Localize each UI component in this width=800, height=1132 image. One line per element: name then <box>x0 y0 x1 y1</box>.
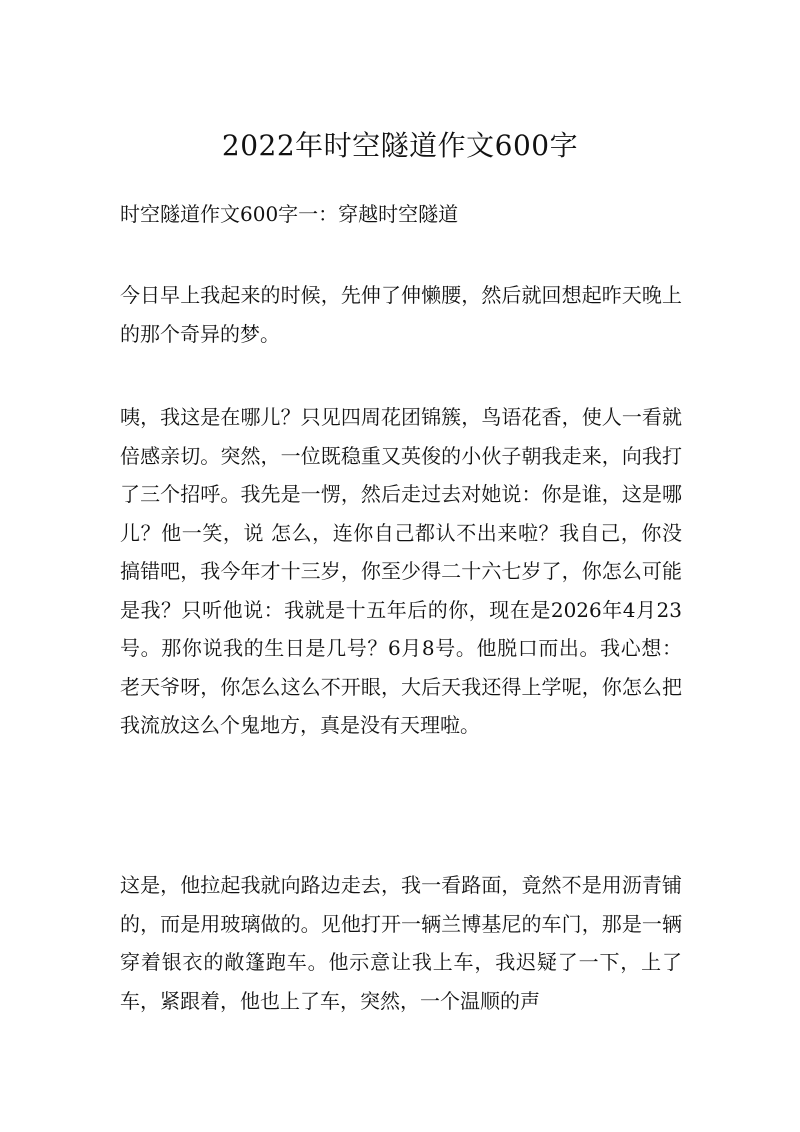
paragraph: 咦，我这是在哪儿？只见四周花团锦簇，鸟语花香，使人一看就倍感亲切。突然，一位既稳重又英俊的小伙子朝我走来，向我打了三个招呼。我先是一愣，然后走过去对她说：你是谁，这是哪儿？他一笑，说 怎么，连你自己都认不出来啦？我自己，你没搞错吧，我今年才十三岁，你至少得二十六七岁了，你怎么可能是我？只听他说：我就是十五年后的你，现在是2026年4月23号。那你说我的生日是几号？6月8号。他脱口而出。我心想：老天爷呀，你怎么这么不开眼，大后天我还得上学呢，你怎么把我流放这么个鬼地方，真是没有天理啦。 <box>120 405 682 737</box>
paragraph: 这是，他拉起我就向路边走去，我一看路面，竟然不是用沥青铺的，而是用玻璃做的。见他打开一辆兰博基尼的车门，那是一辆穿着银衣的敞篷跑车。他示意让我上车，我迟疑了一下，上了车，紧跟着，他也上了车，突然，一个温顺的声 <box>120 873 682 1013</box>
section-subtitle: 时空隧道作文600字一：穿越时空隧道 <box>120 202 459 226</box>
paragraph: 今日早上我起来的时候，先伸了伸懒腰，然后就回想起昨天晚上的那个奇异的梦。 <box>120 283 682 346</box>
page-title: 2022年时空隧道作文600字 <box>221 129 579 162</box>
